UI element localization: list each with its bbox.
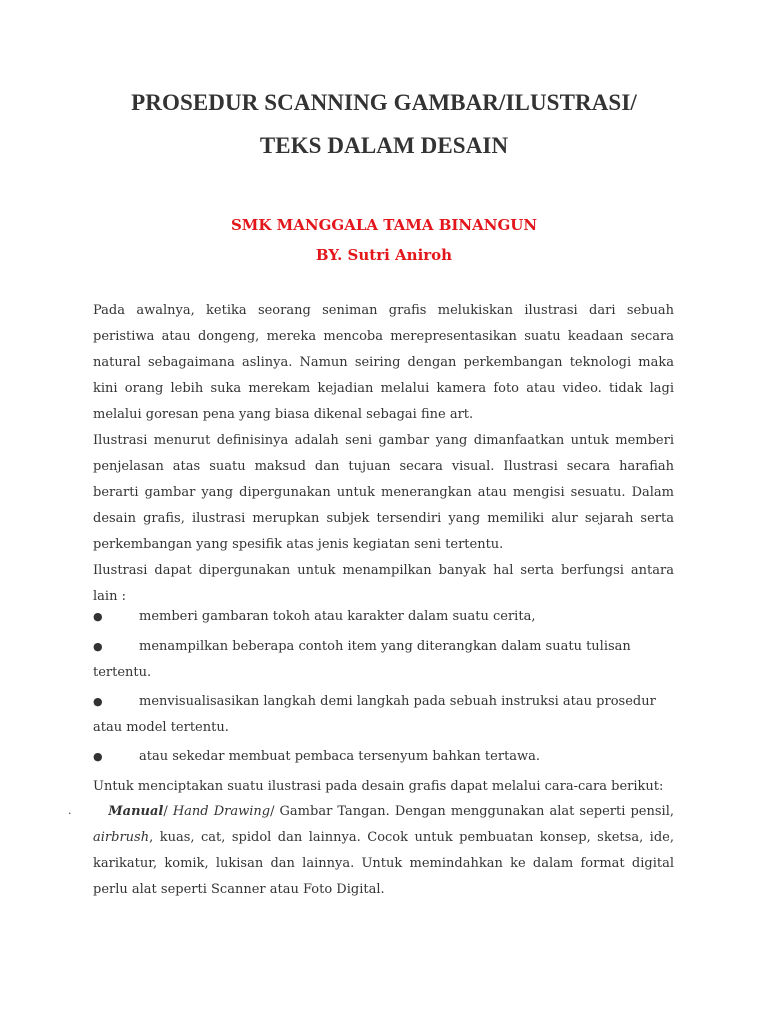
list-item-text: memberi gambaran tokoh atau karakter dalam suatu cerita, [139,609,536,624]
separator: / [270,804,280,819]
body-paragraphs [93,298,674,610]
methods-intro: Untuk menciptakan suatu ilustrasi pada desain grafis dapat melalui cara-cara berikut: [93,779,664,794]
separator: / [163,804,173,819]
bullet-icon: ● [93,750,103,763]
paragraph-intro: Pada awalnya, ketika seorang seniman grafis melukiskan ilustrasi dari sebuah peristiwa atau dongeng, mereka mencoba merepresentasikan suatu keadaan secara natural sebagaimana aslinya. Namun seiring dengan perkembangan teknologi maka kini orang lebih suka merekam kejadian melalui kamera foto atau video. tidak lagi melalui goresan pena yang biasa dikenal sebagai fine art. [93,303,674,422]
term-manual: Manual [108,804,164,819]
list-item-text: atau sekedar membuat pembaca tersenyum bahkan tertawa. [139,749,541,764]
list-item-text: menampilkan beberapa contoh item yang diterangkan dalam suatu tulisan tertentu. [93,639,631,680]
list-item [93,689,674,741]
list-item-text: menvisualisasikan langkah demi langkah pada sebuah instruksi atau prosedur atau model tertentu. [93,694,656,735]
list-item [93,604,674,630]
bullet-icon: ● [93,610,103,623]
bullet-icon: ● [93,695,103,708]
bullet-icon: ● [93,640,103,653]
list-item [93,744,674,770]
school-name: SMK MANGGALA TAMA BINANGUN [230,216,538,234]
term-hand-drawing: Hand Drawing [172,804,271,819]
paragraph-functions: Ilustrasi dapat dipergunakan untuk menampilkan banyak hal serta berfungsi antara lain : [93,563,674,604]
manual-text-a: Gambar Tangan. Dengan menggunakan alat seperti pensil, [279,804,674,819]
document-title-line-2: TEKS DALAM DESAIN [259,133,509,158]
method-manual-paragraph [93,799,674,903]
manual-marker-icon: · [68,807,72,820]
list-item [93,634,674,686]
manual-text-b: , kuas, cat, spidol dan lainnya. Cocok untuk pembuatan konsep, sketsa, ide, karikatur, komik, lukisan dan lainnya. Untuk memindahkan ke dalam format digital perlu alat seperti Scanner atau Foto Digital. [93,830,674,897]
paragraph-definition: Ilustrasi menurut definisinya adalah seni gambar yang dimanfaatkan untuk memberi penjelasan atas suatu maksud dan tujuan secara visual. Ilustrasi secara harafiah berarti gambar yang dipergunakan untuk menerangkan atau mengisi sesuatu. Dalam desain grafis, ilustrasi merupkan subjek tersendiri yang memiliki alur sejarah serta perkembangan yang spesifik atas jenis kegiatan seni tertentu. [93,433,674,552]
document-title-line-1: PROSEDUR SCANNING GAMBAR/ILUSTRASI/ [131,90,637,115]
term-airbrush: airbrush [93,830,150,845]
author-byline: BY. Sutri Aniroh [315,246,453,264]
